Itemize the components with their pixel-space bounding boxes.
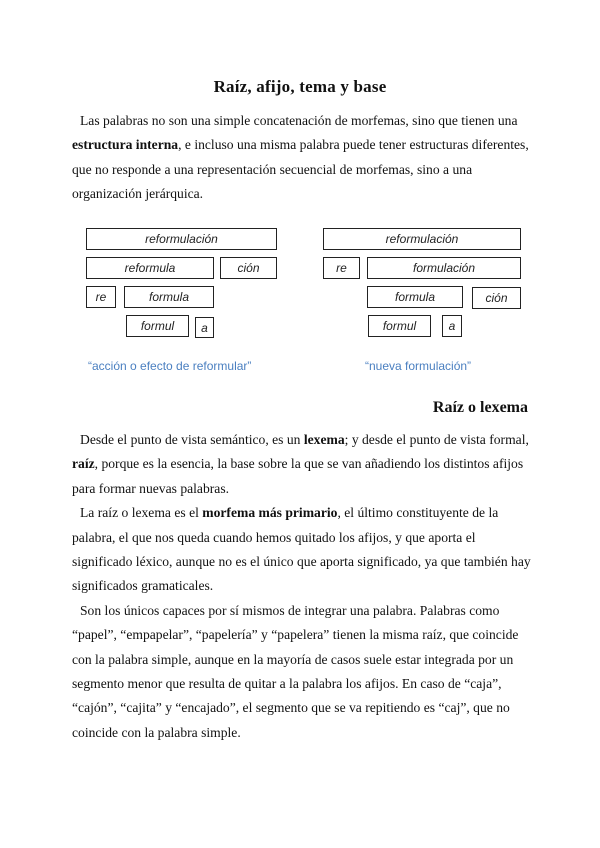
left-tree-node-a: a [195, 317, 214, 338]
p1-text-3: , porque es la esencia, la base sobre la que se van añadiendo los distintos afijos para formar nuevas palabras. [72, 456, 524, 496]
intro-paragraph [72, 109, 532, 207]
p1-text-1: Desde el punto de vista semántico, es un [80, 432, 304, 447]
left-tree-node-reformula: reformula [86, 257, 214, 279]
right-tree-node-cion: ción [472, 287, 521, 309]
left-tree-node-formul: formul [126, 315, 189, 337]
p2-text-1: La raíz o lexema es el [80, 505, 203, 521]
right-tree-node-formula: formula [367, 286, 463, 308]
right-tree-node-formulacion: formulación [367, 257, 521, 279]
left-tree-node-re: re [86, 286, 116, 308]
left-tree-root: reformulación [86, 228, 277, 250]
left-tree-node-cion: ción [220, 257, 277, 279]
p1-text-2: ; y desde el punto de vista formal, [344, 432, 529, 447]
section2-body [72, 428, 532, 745]
p2-bold-morfema: morfema más primario [202, 505, 338, 521]
right-tree-caption: “nueva formulación” [365, 359, 472, 373]
section2-paragraph-1 [72, 428, 532, 501]
right-tree-root: reformulación [323, 228, 521, 250]
intro-bold-term: estructura interna [72, 137, 179, 153]
section-heading-raiz: Raíz o lexema [432, 399, 528, 416]
section2-paragraph-3: Son los únicos capaces por sí mismos de integrar una palabra. Palabras como “papel”, “empapelar”, “papelería” y “papelera” tienen la misma raíz, que coincide con la palabra simple, aunque en la mayoría de casos suele estar integrada por un segmento menor que resulta de quitar a la palabra los afijos. En caso de “caja”, “cajón”, “cajita” y “encajado”, el segmento que se va repitiendo es “caj”, que no coincide con la palabra simple. [72, 602, 519, 740]
intro-text-1: Las palabras no son una simple concatenación de morfemas, sino que tienen una [80, 113, 518, 128]
right-tree-node-formul: formul [368, 315, 431, 337]
left-tree-caption: “acción o efecto de reformular” [88, 359, 252, 373]
right-tree-node-a: a [442, 315, 462, 337]
p1-bold-lexema: lexema [303, 432, 345, 447]
p2-text-2: , el último constituyente de la palabra, el que nos queda cuando hemos quitado los afijos, y que aporta el significado léxico, aunque no es el único que aporta significado, ya que también hay significados gramaticales. [72, 505, 531, 594]
right-tree-node-re: re [323, 257, 360, 279]
section2-paragraph-2 [72, 501, 532, 599]
page-title: Raíz, afijo, tema y base [213, 77, 387, 96]
intro-text-2: , e incluso una misma palabra puede tener estructuras diferentes, que no responde a una representación secuencial de morfemas, sino a una organización jerárquica. [72, 137, 529, 202]
left-tree-node-formula: formula [124, 286, 214, 308]
p1-bold-raiz: raíz [72, 456, 95, 472]
